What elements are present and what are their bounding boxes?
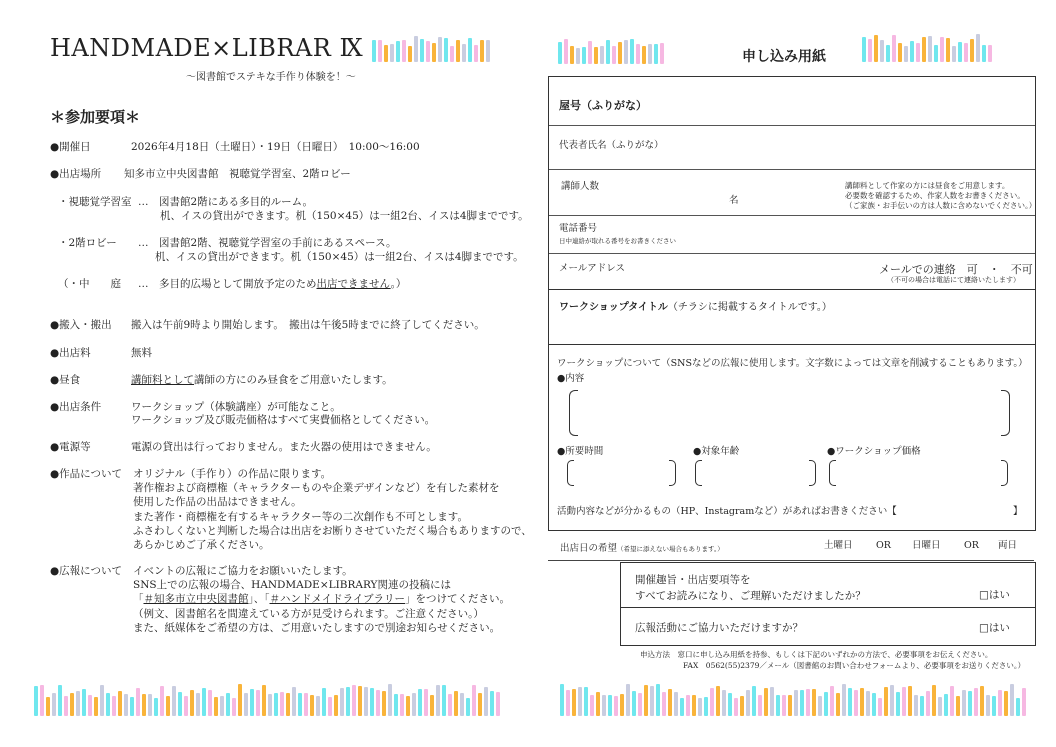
decor-bar	[480, 40, 484, 62]
decor-bar	[624, 40, 628, 64]
decorative-bars	[862, 34, 994, 62]
decor-bar	[388, 684, 392, 716]
decor-bar	[928, 36, 932, 62]
decor-bar	[874, 35, 878, 62]
decor-bar	[998, 690, 1002, 716]
decor-bar	[800, 690, 804, 716]
decor-bar	[602, 695, 606, 716]
decor-bar	[316, 696, 320, 716]
subtitle: ～図書館でステキな手作り体験を！～	[186, 72, 356, 83]
decor-bar	[564, 39, 568, 64]
decor-bar	[952, 46, 956, 62]
date-text: 2026年4月18日（土曜日）・19日（日曜日） 10:00～16:00	[131, 141, 420, 153]
decor-bar	[178, 692, 182, 716]
decor-bar	[904, 46, 908, 62]
date-label: ●開催日	[50, 141, 91, 153]
decor-bar	[40, 685, 44, 716]
decor-bar	[944, 694, 948, 716]
decor-bar	[106, 693, 110, 716]
works-text: オリジナル（手作り）の作品に限ります。 著作権および商標権（キャラクターものや企業デザインなど）を有した素材を 使用した作品の出品はできません。 また著作・商標権を有するキャラクター等の二次創作も不可とします。 ふさわしくないと判断した場合は出店をお断りさせていただく場合もありますので、 あらかじめご了承ください。	[133, 468, 532, 551]
wish-or-2: OR	[964, 540, 979, 551]
decor-bar	[880, 40, 884, 62]
decor-bar	[986, 695, 990, 716]
decor-bar	[400, 694, 404, 716]
decor-bar	[728, 693, 732, 716]
decor-bar	[490, 691, 494, 716]
decor-bar	[854, 690, 858, 716]
decor-bar	[940, 37, 944, 62]
decor-bar	[710, 688, 714, 716]
load-label: ●搬入・搬出	[50, 319, 112, 331]
age-bracket-right	[809, 460, 816, 486]
decor-bar	[382, 691, 386, 716]
decor-bar	[148, 694, 152, 716]
decor-bar	[558, 42, 562, 64]
decor-bar	[618, 42, 622, 64]
decor-bar	[378, 40, 382, 62]
decor-bar	[274, 693, 278, 716]
decor-bar	[644, 685, 648, 716]
room2-line1: … 図書館2階、視聴覚学習室の手前にあるスペース。	[138, 237, 397, 249]
mail-note: （不可の場合は電話にて連絡いたします）	[887, 276, 1020, 284]
wish-saturday: 土曜日	[824, 540, 853, 551]
content-bracket-right	[1001, 390, 1010, 436]
decor-bar	[576, 48, 580, 64]
decor-bar	[956, 696, 960, 716]
lunch-text: 講師料として講師の方にのみ昼食をご用意いたします。	[131, 374, 393, 386]
decor-bar	[570, 46, 574, 64]
decor-bar	[454, 691, 458, 716]
decor-bar	[244, 693, 248, 716]
decor-bar	[588, 41, 592, 64]
decor-bar	[788, 695, 792, 716]
decor-bar	[596, 692, 600, 716]
decor-bar	[968, 691, 972, 716]
decor-bar	[608, 695, 612, 716]
decor-bar	[292, 687, 296, 716]
decor-bar	[868, 39, 872, 62]
rep-name-label: 代表者氏名（ふりがな）	[559, 140, 664, 151]
decor-bar	[686, 695, 690, 716]
decor-bar	[64, 696, 68, 716]
decor-bar	[402, 40, 406, 62]
ws-duration-label: ●所要時間	[557, 446, 604, 457]
decor-bar	[922, 37, 926, 62]
decor-bar	[376, 690, 380, 716]
decor-bar	[196, 693, 200, 716]
decor-bar	[890, 685, 894, 716]
fee-text: 無料	[131, 347, 152, 359]
duration-bracket-right	[669, 460, 676, 486]
decor-bar	[466, 698, 470, 716]
decor-bar	[782, 695, 786, 716]
decor-bar	[642, 46, 646, 64]
decor-bar	[220, 696, 224, 716]
ws-content-label: ●内容	[557, 373, 585, 384]
decor-bar	[58, 685, 62, 716]
decor-bar	[88, 695, 92, 716]
room3-label: （・中 庭	[58, 278, 121, 290]
decor-bar	[390, 44, 394, 62]
decor-bar	[848, 688, 852, 716]
decor-bar	[406, 696, 410, 716]
decor-bar	[34, 686, 38, 716]
decor-bar	[964, 43, 968, 62]
decor-bar	[938, 697, 942, 716]
decor-bar	[698, 698, 702, 716]
wish-label: 出店日の希望（希望に添えない場合もあります。）	[560, 543, 724, 554]
place-label: ●出店場所	[50, 168, 102, 180]
lunch-label: ●昼食	[50, 374, 81, 386]
decor-bar	[328, 697, 332, 716]
decor-bar	[662, 692, 666, 716]
decor-bar	[358, 686, 362, 716]
decor-bar	[582, 47, 586, 64]
decor-bar	[184, 696, 188, 716]
decor-bar	[76, 691, 80, 716]
decor-bar	[112, 696, 116, 716]
ws-title-label: ワークショップタイトル（チラシに掲載するタイトルです。）	[559, 302, 832, 313]
ws-links-label: 活動内容などが分かるもの（HP、Instagramなど）があればお書きください【	[557, 506, 897, 517]
decor-bar	[94, 697, 98, 716]
decor-bar	[262, 685, 266, 716]
decor-bar	[980, 686, 984, 716]
q2-text: 広報活動にご協力いただけますか？	[635, 622, 803, 634]
place-text: 知多市立中央図書館 視聴覚学習室、2階ロビー	[124, 168, 351, 180]
decor-bar	[472, 685, 476, 716]
decor-bar	[920, 696, 924, 716]
decor-bar	[1016, 698, 1020, 716]
decor-bar	[52, 693, 56, 716]
duration-bracket-left	[567, 460, 574, 486]
instructors-unit: 名	[729, 195, 739, 206]
decor-bar	[426, 41, 430, 62]
decor-bar	[692, 695, 696, 716]
cond-line2: ワークショップ及び販売価格はすべて実費価格としてください。	[131, 414, 436, 426]
decor-bar	[746, 690, 750, 716]
decor-bar	[660, 43, 664, 64]
decor-bar	[442, 685, 446, 716]
decor-bar	[202, 688, 206, 716]
decor-bar	[612, 46, 616, 64]
decorative-bars	[34, 682, 502, 716]
cond-line1: ワークショップ（体験講座）が可能なこと。	[131, 401, 341, 413]
decor-bar	[630, 39, 634, 64]
instructors-note: 講師料として作家の方には昼食をご用意します。 必要数を確認するため、作家人数をお書きください。 （ご家族・お手伝いの方は人数に含めないでください。）	[845, 181, 1037, 210]
decor-bar	[142, 694, 146, 716]
power-label: ●電源等	[50, 441, 91, 453]
mail-contact: メールでの連絡 可 ・ 不可	[879, 263, 1033, 276]
decor-bar	[594, 47, 598, 64]
decor-bar	[740, 696, 744, 716]
decor-bar	[438, 37, 442, 62]
decor-bar	[636, 44, 640, 64]
decor-bar	[190, 690, 194, 716]
decor-bar	[468, 38, 472, 62]
decor-bar	[866, 691, 870, 716]
page-title: HANDMADE×LIBRAR Ⅸ	[50, 34, 364, 62]
power-text: 電源の貸出は行っておりません。また火器の使用はできません。	[131, 441, 437, 453]
decor-bar	[124, 694, 128, 716]
age-bracket-left	[695, 460, 702, 486]
decor-bar	[286, 693, 290, 716]
decor-bar	[364, 687, 368, 716]
form-title: 申し込み用紙	[742, 49, 826, 65]
decor-bar	[232, 698, 236, 716]
decor-bar	[632, 691, 636, 716]
decor-bar	[444, 38, 448, 62]
decor-bar	[680, 698, 684, 716]
decor-bar	[656, 684, 660, 716]
decor-bar	[914, 695, 918, 716]
decor-bar	[268, 694, 272, 716]
decor-bar	[842, 684, 846, 716]
decor-bar	[988, 45, 992, 62]
decor-bar	[584, 687, 588, 716]
section-heading: ＊参加要項＊	[50, 108, 141, 126]
decor-bar	[484, 687, 488, 716]
decor-bar	[818, 696, 822, 716]
decor-bar	[884, 687, 888, 716]
decor-bar	[830, 686, 834, 716]
pr-label: ●広報について	[50, 565, 122, 577]
decor-bar	[902, 687, 906, 716]
decor-bar	[648, 44, 652, 64]
decor-bar	[606, 40, 610, 64]
decor-bar	[668, 689, 672, 716]
decor-bar	[450, 46, 454, 62]
decor-bar	[346, 687, 350, 716]
decor-bar	[878, 698, 882, 716]
decor-bar	[1022, 688, 1026, 716]
decor-bar	[130, 697, 134, 716]
decor-bar	[486, 40, 490, 62]
decor-bar	[566, 690, 570, 716]
decor-bar	[926, 691, 930, 716]
decor-bar	[136, 688, 140, 716]
decor-bar	[722, 690, 726, 716]
decor-bar	[82, 689, 86, 716]
decor-bar	[764, 688, 768, 716]
decor-bar	[812, 689, 816, 716]
decor-bar	[226, 693, 230, 716]
decor-bar	[334, 695, 338, 716]
decor-bar	[590, 695, 594, 716]
wish-row	[548, 530, 1034, 561]
decor-bar	[992, 696, 996, 716]
decor-bar	[1010, 684, 1014, 716]
decor-bar	[970, 39, 974, 62]
ws-about-label: ワークショップについて（SNSなどの広報に使用します。文字数によっては文章を削減することもあります。）	[557, 358, 1028, 369]
wish-both: 両日	[998, 540, 1018, 551]
decor-bar	[394, 694, 398, 716]
decor-bar	[626, 684, 630, 716]
decor-bar	[340, 688, 344, 716]
decor-bar	[256, 690, 260, 716]
room1-label: ・視聴覚学習室	[58, 196, 132, 208]
decor-bar	[310, 695, 314, 716]
shop-name-label: 屋号（ふりがな）	[559, 99, 647, 112]
ws-age-label: ●対象年齢	[693, 446, 740, 457]
decor-bar	[432, 43, 436, 62]
decor-bar	[572, 689, 576, 716]
decor-bar	[460, 693, 464, 716]
decor-bar	[898, 43, 902, 62]
decor-bar	[456, 40, 460, 62]
decor-bar	[352, 685, 356, 716]
decor-bar	[958, 42, 962, 62]
decor-bar	[370, 688, 374, 716]
q2-yes-checkbox[interactable]: □はい	[979, 622, 1010, 634]
decor-bar	[208, 690, 212, 716]
decor-bar	[414, 36, 418, 62]
decor-bar	[496, 692, 500, 716]
decor-bar	[412, 693, 416, 716]
decor-bar	[474, 45, 478, 62]
decor-bar	[860, 688, 864, 716]
mail-label: メールアドレス	[559, 263, 626, 274]
load-text: 搬入は午前9時より開始します。 搬出は午後5時までに終了してください。	[131, 319, 485, 331]
phone-note: 日中連絡が取れる番号をお書きください	[559, 237, 676, 245]
cond-label: ●出店条件	[50, 401, 102, 413]
decor-bar	[654, 44, 658, 64]
price-bracket-right	[1001, 460, 1008, 486]
decor-bar	[304, 693, 308, 716]
decor-bar	[46, 697, 50, 716]
decor-bar	[806, 689, 810, 716]
decor-bar	[976, 34, 980, 62]
decor-bar	[886, 45, 890, 62]
decor-bar	[872, 693, 876, 716]
phone-label: 電話番号	[559, 223, 598, 234]
fee-label: ●出店料	[50, 347, 91, 359]
wish-or-1: OR	[876, 540, 891, 551]
decor-bar	[752, 686, 756, 716]
room2-label: ・2階ロビー	[58, 237, 117, 249]
room1-line1: … 図書館2階にある多目的ルーム。	[138, 196, 313, 208]
decor-bar	[600, 46, 604, 64]
decor-bar	[910, 41, 914, 62]
decor-bar	[650, 686, 654, 716]
decor-bar	[160, 686, 164, 716]
decor-bar	[982, 45, 986, 62]
q1-text: 開催趣旨・出店要項等を すべてお読みになり、ご理解いただけましたか？	[635, 574, 866, 603]
decor-bar	[776, 695, 780, 716]
decor-bar	[908, 686, 912, 716]
decor-bar	[478, 693, 482, 716]
apply-method: 申込方法 窓口に申し込み用紙を持参、もしくは下記のいずれかの方法で、必要事項をお伝えください。 FAX 0562(55)2379／メール（図書館のお問い合わせフォームより、必要事項をお送りください。）	[640, 650, 1026, 670]
decor-bar	[932, 685, 936, 716]
decor-bar	[448, 694, 452, 716]
room2-line2: 机、イスの貸出ができます。机（150×45）は一組2台、イスは4脚までです。	[155, 251, 524, 263]
decor-bar	[298, 693, 302, 716]
room3-text: … 多目的広場として開放予定のため出店できません。）	[138, 278, 407, 290]
ws-links-close: 】	[1013, 506, 1023, 517]
decor-bar	[250, 689, 254, 716]
decor-bar	[934, 45, 938, 62]
decor-bar	[916, 43, 920, 62]
decor-bar	[166, 696, 170, 716]
decor-bar	[974, 688, 978, 716]
room1-line2: 机、イスの貸出ができます。机（150×45）は一組2台、イスは4脚までです。	[160, 210, 529, 222]
works-label: ●作品について	[50, 468, 122, 480]
decor-bar	[836, 693, 840, 716]
decor-bar	[862, 37, 866, 62]
decor-bar	[214, 697, 218, 716]
decorative-bars	[558, 36, 666, 64]
decor-bar	[892, 35, 896, 62]
decor-bar	[560, 684, 564, 716]
decor-bar	[280, 692, 284, 716]
q1-yes-checkbox[interactable]: □はい	[979, 589, 1010, 601]
decor-bar	[70, 693, 74, 716]
decor-bar	[794, 690, 798, 716]
decor-bar	[578, 687, 582, 716]
decor-bar	[462, 44, 466, 62]
pr-text: イベントの広報にご協力をお願いいたします。 SNS上での広報の場合、HANDMADE×LIBRARY関連の投稿には 「＃知多市立中央図書館」、「＃ハンドメイドライブラリー」をつけてください。 （例文、図書館名を間違えている方が見受けられます。ご注意ください。） また、紙媒体をご希望の方は、ご用意いたしますので別途お知らせください。	[133, 565, 511, 634]
content-bracket-left	[569, 390, 578, 436]
decor-bar	[896, 692, 900, 716]
decor-bar	[154, 698, 158, 716]
decor-bar	[704, 697, 708, 716]
decorative-bars	[560, 682, 1028, 716]
decor-bar	[408, 46, 412, 62]
ws-price-label: ●ワークショップ価格	[827, 446, 921, 457]
decor-bar	[770, 687, 774, 716]
decor-bar	[100, 685, 104, 716]
decor-bar	[734, 698, 738, 716]
decor-bar	[620, 694, 624, 716]
decor-bar	[950, 686, 954, 716]
decor-bar	[384, 45, 388, 62]
decor-bar	[716, 686, 720, 716]
confirm-box	[620, 562, 1036, 646]
decor-bar	[758, 695, 762, 716]
decor-bar	[1004, 691, 1008, 716]
applicant-box	[548, 76, 1036, 290]
decor-bar	[172, 686, 176, 716]
instructors-label: 講師人数	[561, 181, 600, 192]
decor-bar	[322, 688, 326, 716]
decor-bar	[396, 41, 400, 62]
decor-bar	[420, 39, 424, 62]
decor-bar	[430, 695, 434, 716]
decor-bar	[424, 689, 428, 716]
wish-sunday: 日曜日	[912, 540, 941, 551]
decor-bar	[372, 40, 376, 62]
decor-bar	[118, 691, 122, 716]
workshop-box	[548, 289, 1036, 531]
decor-bar	[638, 693, 642, 716]
decor-bar	[962, 690, 966, 716]
decor-bar	[436, 685, 440, 716]
price-bracket-left	[829, 460, 836, 486]
decorative-bars	[372, 32, 492, 62]
decor-bar	[614, 696, 618, 716]
decor-bar	[418, 689, 422, 716]
decor-bar	[238, 684, 242, 716]
decor-bar	[946, 38, 950, 62]
decor-bar	[824, 692, 828, 716]
decor-bar	[674, 692, 678, 716]
